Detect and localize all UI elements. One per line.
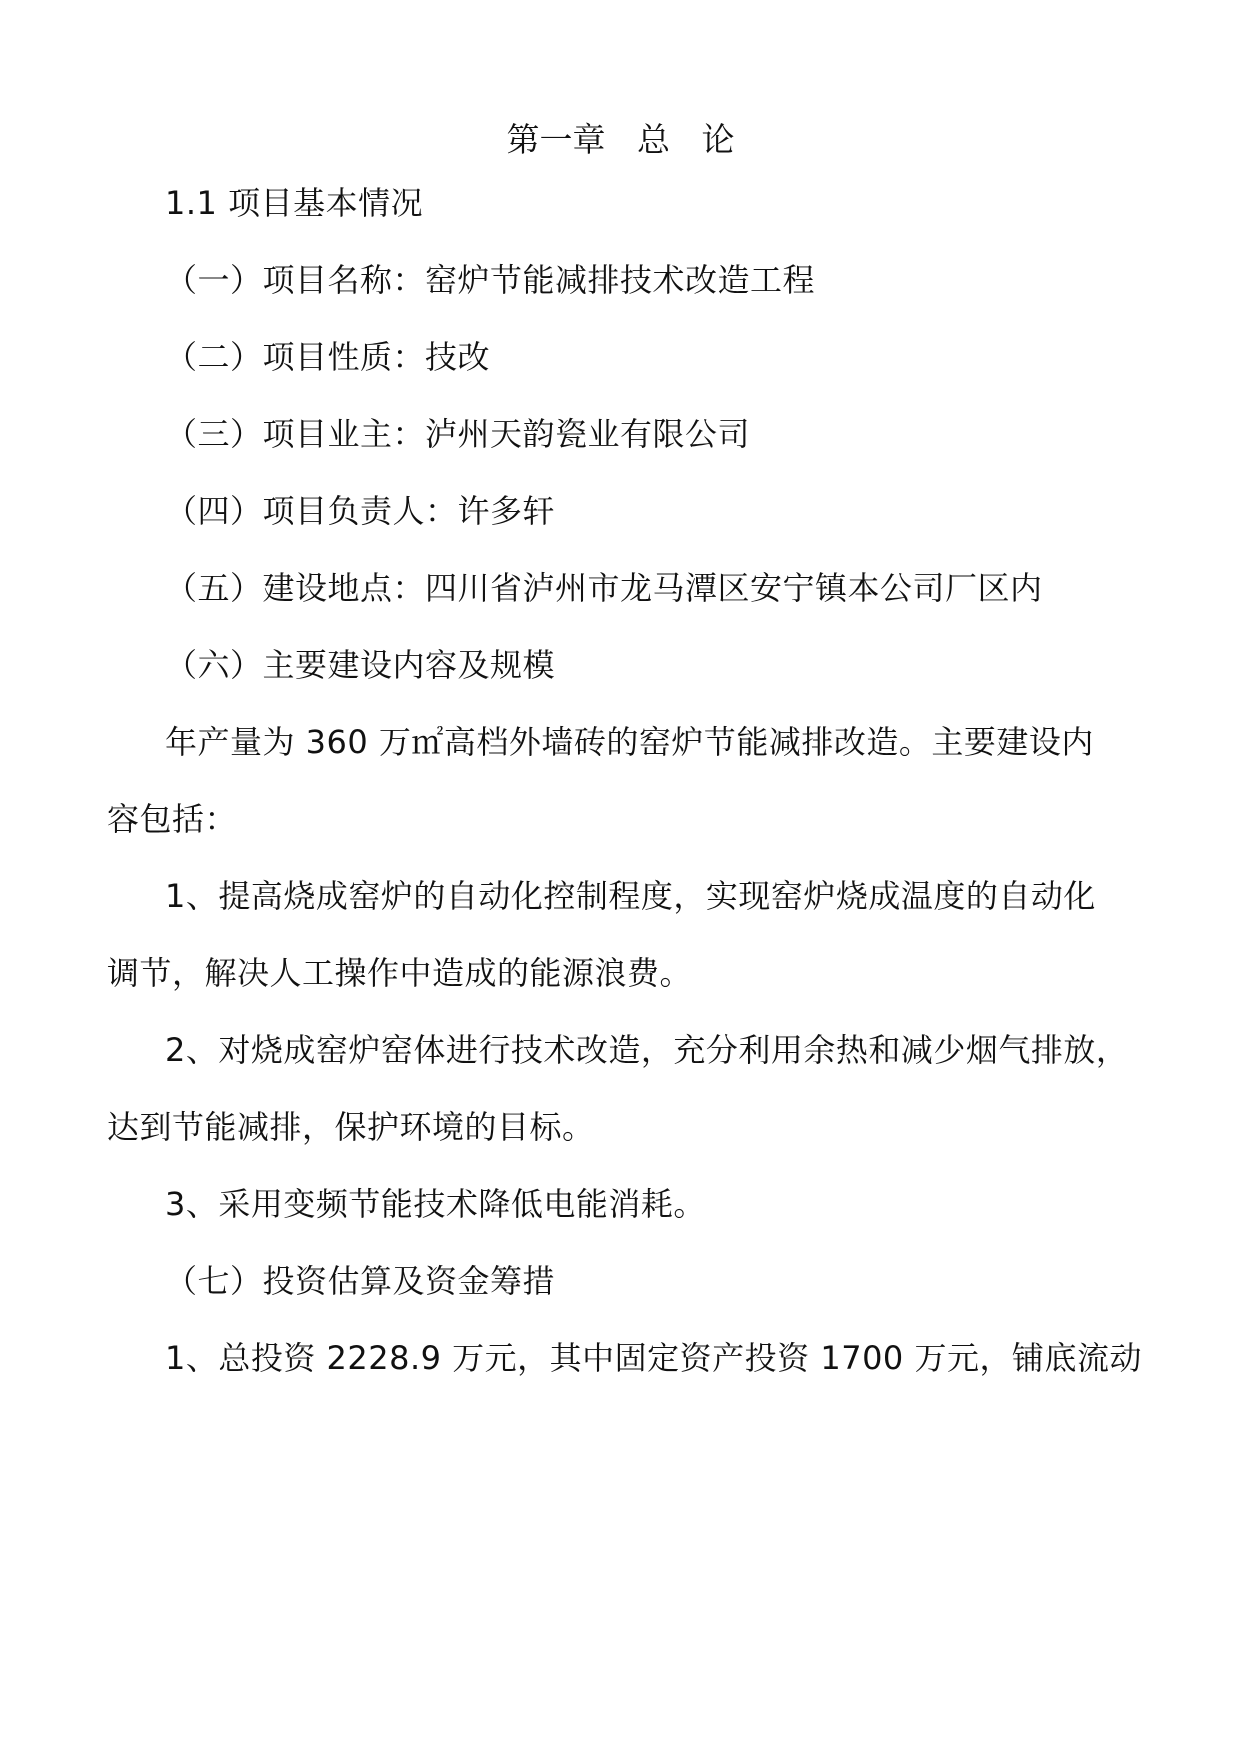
chapter-title: 第一章 总 论	[506, 120, 735, 159]
project-owner: （三）项目业主：泸州天韵瓷业有限公司	[165, 415, 751, 453]
list-item-line: 3、采用变频节能技术降低电能消耗。	[165, 1185, 706, 1223]
paragraph-line: 容包括：	[107, 800, 238, 838]
investment-heading: （七）投资估算及资金筹措	[165, 1262, 556, 1300]
list-item-line: 2、对烧成窑炉窑体进行技术改造，充分利用余热和减少烟气排放，	[165, 1031, 1129, 1069]
project-name: （一）项目名称：窑炉节能减排技术改造工程	[165, 261, 816, 299]
list-item-line: 达到节能减排，保护环境的目标。	[107, 1108, 595, 1146]
construction-scope-heading: （六）主要建设内容及规模	[165, 646, 556, 684]
section-heading: 1.1 项目基本情况	[165, 184, 424, 222]
project-nature: （二）项目性质：技改	[165, 338, 491, 376]
list-item-line: 调节，解决人工操作中造成的能源浪费。	[107, 954, 693, 992]
list-item-line: 1、总投资 2228.9 万元，其中固定资产投资 1700 万元，铺底流动	[165, 1339, 1142, 1377]
paragraph-line: 年产量为 360 万㎡高档外墙砖的窑炉节能减排改造。主要建设内	[165, 723, 1094, 761]
construction-site: （五）建设地点：四川省泸州市龙马潭区安宁镇本公司厂区内	[165, 569, 1043, 607]
project-leader: （四）项目负责人：许多轩	[165, 492, 556, 530]
list-item-line: 1、提高烧成窑炉的自动化控制程度，实现窑炉烧成温度的自动化	[165, 877, 1096, 915]
